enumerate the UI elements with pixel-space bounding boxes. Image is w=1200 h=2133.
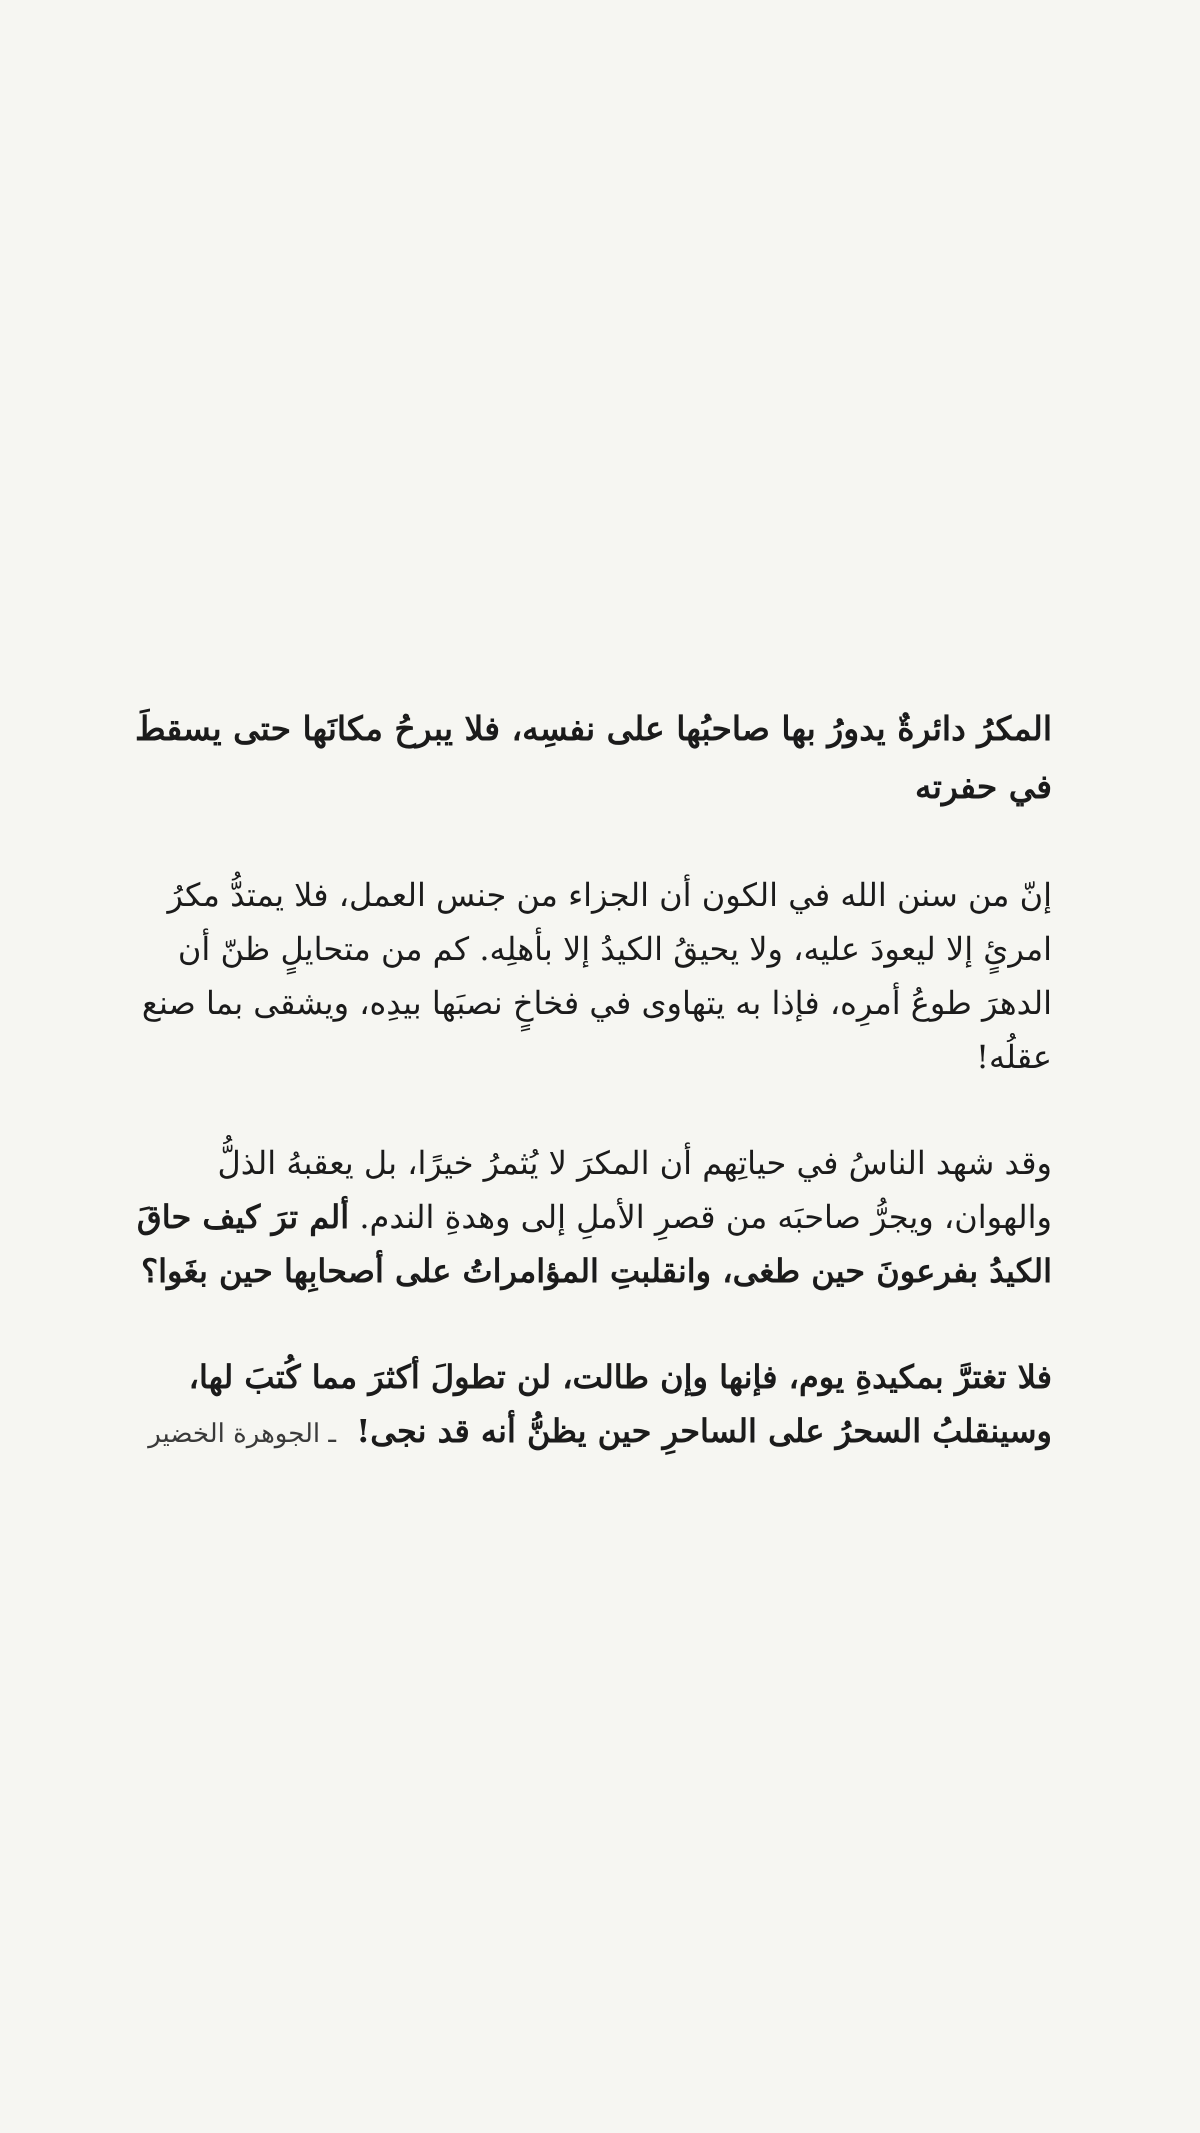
paragraph-1: إنّ من سنن الله في الكون أن الجزاء من جنس العمل، فلا يمتدُّ مكرُ امرئٍ إلا ليعودَ عليه، ولا يحيقُ الكيدُ إلا بأهلِه. كم من متحايلٍ ظنّ أن الدهرَ طوعُ أمرِه، فإذا به يتهاوى في فخاخٍ نصبَها بيدِه، ويشقى بما صنع عقلُه! [141,876,1052,1076]
paragraph-2 [132,1136,1052,1298]
quote-text-block [132,700,1052,1461]
author-attribution: ـ الجوهرة الخضير [148,1419,337,1449]
paragraph-2-emphasis: ألم ترَ كيف حاقَ الكيدُ بفرعونَ حين طغى، وانقلبتِ المؤامراتُ على أصحابِها حين بغَوا؟ [136,1198,1052,1290]
quote-title: المكرُ دائرةٌ يدورُ بها صاحبُها على نفسِه، فلا يبرحُ مكانَها حتى يسقطَ في حفرته [135,709,1052,806]
paragraph-3 [132,1350,1052,1461]
paragraph-2-text: وقد شهد الناسُ في حياتِهم أن المكرَ لا يُثمرُ خيرًا، بل يعقبهُ الذلُّ والهوان، ويجرُّ صاحبَه من قصرِ الأملِ إلى وهدةِ الندم. [217,1144,1052,1236]
closing-text: فلا تغترَّ بمكيدةِ يوم، فإنها وإن طالت، لن تطولَ أكثرَ مما كُتبَ لها، وسينقلبُ السحرُ على الساحرِ حين يظنُّ أنه قد نجى! [188,1358,1052,1450]
